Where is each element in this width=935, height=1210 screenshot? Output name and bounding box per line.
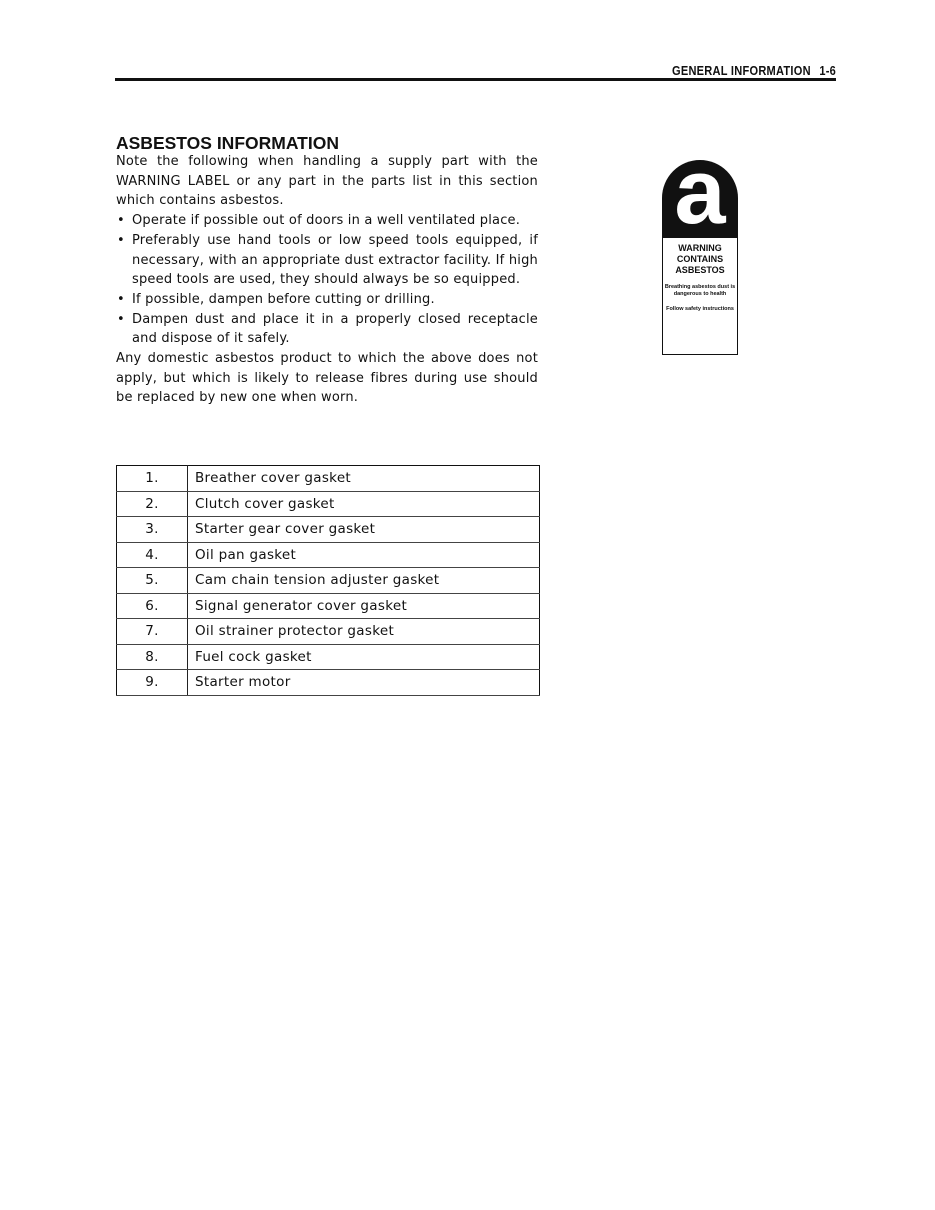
table-row [117,542,540,568]
part-name: Oil pan gasket [188,542,540,568]
header-rule [115,78,836,81]
part-name: Clutch cover gasket [188,491,540,517]
part-number: 8. [117,644,188,670]
part-number: 9. [117,670,188,696]
part-name: Fuel cock gasket [188,644,540,670]
page-header [672,63,836,78]
part-number: 1. [117,466,188,492]
asbestos-warning-label [662,160,738,356]
parts-table [116,465,540,696]
list-item: • If possible, dampen before cutting or drilling. [116,290,538,310]
part-number: 6. [117,593,188,619]
part-number: 2. [117,491,188,517]
part-number: 7. [117,619,188,645]
asbestos-logo-icon: a [662,160,738,238]
label-warning: WARNING [678,243,722,253]
part-number: 4. [117,542,188,568]
label-asbestos: ASBESTOS [675,265,725,275]
table-row [117,491,540,517]
closing-paragraph: Any domestic asbestos product to which the above does not apply, but which is likely to release fibres during use should be replaced by new one when worn. [116,351,538,406]
table-row [117,644,540,670]
body-text [116,152,538,408]
page-number: 1-6 [819,63,836,78]
precautions-list [116,211,538,349]
label-safety-text: Follow safety instructions [666,306,734,312]
section-heading: ASBESTOS INFORMATION [116,133,339,153]
list-item: • Dampen dust and place it in a properly closed receptacle and dispose of it safely. [116,310,538,349]
part-number: 3. [117,517,188,543]
part-number: 5. [117,568,188,594]
table-row [117,568,540,594]
list-item: • Operate if possible out of doors in a well ventilated place. [116,211,538,231]
label-health-text: Breathing asbestos dust is dangerous to health [664,284,736,297]
part-name: Oil strainer protector gasket [188,619,540,645]
table-row [117,619,540,645]
list-item: • Preferably use hand tools or low speed tools equipped, if necessary, with an appropriate dust extractor facility. If high speed tools are used, they should always be so equipped. [116,231,538,290]
part-name: Signal generator cover gasket [188,593,540,619]
table-row [117,593,540,619]
section-title: GENERAL INFORMATION [671,63,811,78]
part-name: Breather cover gasket [188,466,540,492]
table-row [117,466,540,492]
intro-paragraph: Note the following when handling a supply part with the WARNING LABEL or any part in the parts list in this section which contains asbestos. [116,154,538,209]
part-name: Starter gear cover gasket [188,517,540,543]
label-contains: CONTAINS [676,254,724,264]
part-name: Cam chain tension adjuster gasket [188,568,540,594]
table-row [117,670,540,696]
part-name: Starter motor [188,670,540,696]
table-row [117,517,540,543]
